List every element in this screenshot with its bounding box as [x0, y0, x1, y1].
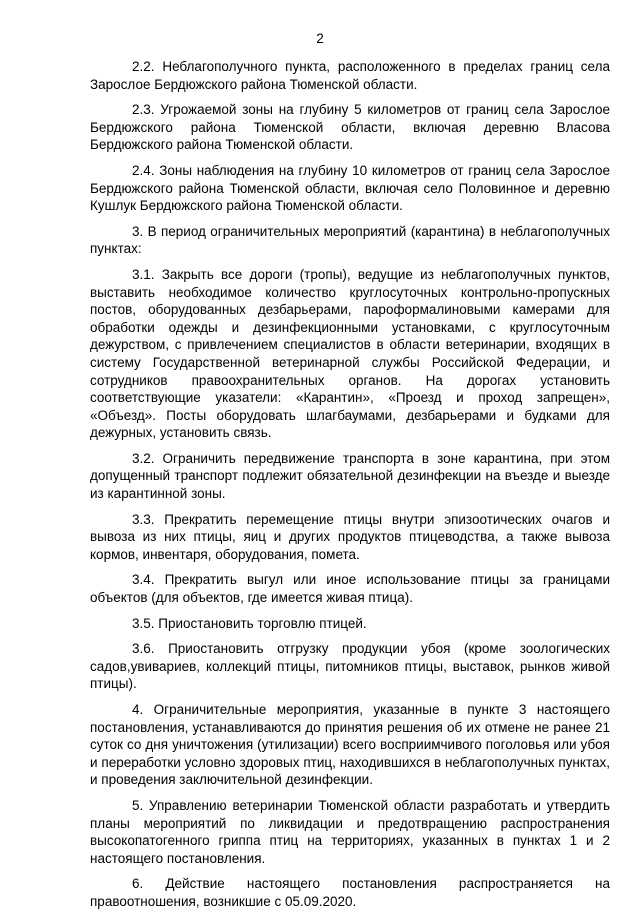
- paragraph-3-6: 3.6. Приостановить отгрузку продукции убоя (кроме зоологических садов,увивариев, коллекций птицы, питомников птицы, выставок, рынков живой птицы).: [90, 641, 610, 692]
- paragraph-3-4: 3.4. Прекратить выгул или иное использование птицы за границами объектов (для объектов, где имеется живая птица).: [90, 572, 610, 606]
- page-number: 2: [316, 31, 324, 46]
- paragraph-2-3: 2.3. Угрожаемой зоны на глубину 5 километров от границ села Зарослое Бердюжского района Тюменской области, включая деревню Власова Бердюжского района Тюменской области.: [90, 102, 610, 153]
- paragraph-3-1: 3.1. Закрыть все дороги (тропы), ведущие из неблагополучных пунктов, выставить необходимое количество круглосуточных контрольно-пропускных постов, оборудованных дезбарьерами, пароформалиновыми камерами для обработки одежды и дезинфекционными установками, с круглосуточным дежурством, с привлечением специалистов в области ветеринарии, входящих в систему Государственной ветеринарной службы Российской Федерации, и сотрудников правоохранительных органов. На дорогах установить соответствующие указатели: «Карантин», «Проезд и проход запрещен», «Объезд». Посты оборудовать шлагбаумами, дезбарьерами и будками для дежурных, установить связь.: [90, 266, 610, 441]
- paragraph-4: 4. Ограничительные мероприятия, указанные в пункте 3 настоящего постановления, устанавливаются до принятия решения об их отмене не ранее 21 суток со дня уничтожения (утилизации) всего восприимчивого поголовья или убоя и переработки условно здоровых птиц, находившихся в неблагополучных пунктах, и проведения заключительной дезинфекции.: [90, 702, 610, 788]
- paragraph-3-3: 3.3. Прекратить перемещение птицы внутри эпизоотических очагов и вывоза из них птицы, яиц и других продуктов птицеводства, а также вывоза кормов, инвентаря, оборудования, помета.: [90, 511, 610, 562]
- paragraph-3-2: 3.2. Ограничить передвижение транспорта в зоне карантина, при этом допущенный транспорт подлежит обязательной дезинфекции на въезде и выезде из карантинной зоны.: [90, 450, 610, 502]
- paragraph-6: 6. Действие настоящего постановления распространяется на правоотношения, возникшие с 05.09.2020.: [90, 876, 610, 909]
- paragraph-3: 3. В период ограничительных мероприятий (карантина) в неблагополучных пунктах:: [90, 223, 610, 257]
- paragraph-5: 5. Управлению ветеринарии Тюменской области разработать и утвердить планы мероприятий по ликвидации и предотвращению распространения высокопатогенного гриппа птиц на территориях, указанных в пунктах 1 и 2 настоящего постановления.: [90, 797, 610, 866]
- paragraph-2-2: 2.2. Неблагополучного пункта, расположенного в пределах границ села Зарослое Бердюжского района Тюменской области.: [90, 59, 610, 92]
- paragraph-3-5: 3.5. Приостановить торговлю птицей.: [132, 615, 367, 631]
- document-body: [90, 58, 610, 919]
- paragraph-2-4: 2.4. Зоны наблюдения на глубину 10 километров от границ села Зарослое Бердюжского района Тюменской области, включая село Половинное и деревню Кушлук Бердюжского района Тюменской области.: [90, 162, 610, 214]
